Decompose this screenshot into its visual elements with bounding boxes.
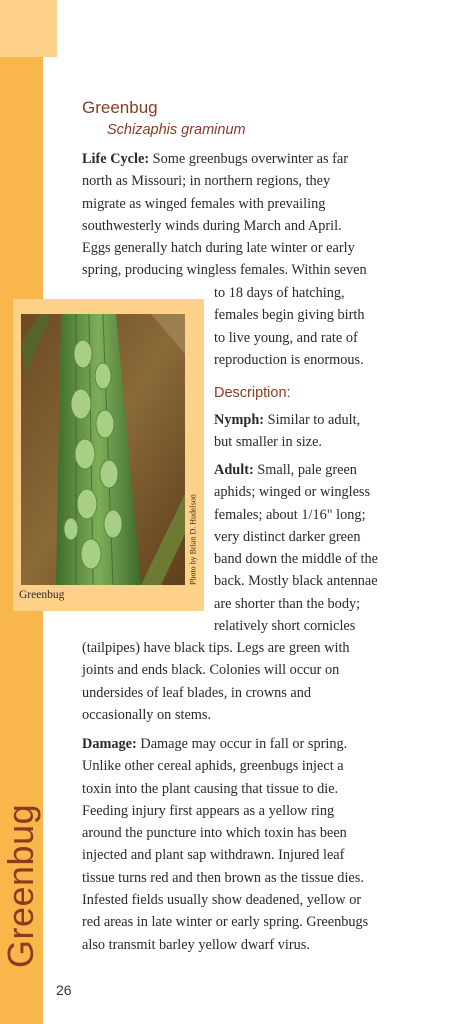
description-heading: Description: [214, 385, 291, 401]
adult-line-3: very distinct darker green [214, 528, 361, 545]
damage-line-0: Damage: Damage may occur in fall or spring. [82, 736, 348, 752]
adult-line-0: Adult: Small, pale green [214, 462, 357, 478]
greenbug-photo [21, 314, 185, 585]
damage-line-7: Infested fields usually show deadened, yellow or [82, 892, 362, 909]
adult-line-2: females; about 1/16" long; [214, 506, 366, 523]
life-cycle-line-2: migrate as winged females with prevailing [82, 195, 326, 212]
adult-line-11: occasionally on stems. [82, 706, 212, 723]
adult-paragraph-continued [82, 637, 400, 726]
damage-label: Damage: [82, 736, 137, 752]
adult-label: Adult: [214, 462, 254, 478]
page-title: Greenbug [82, 98, 158, 117]
life-cycle-line-0: Life Cycle: Some greenbugs overwinter as far [82, 151, 348, 167]
side-section-label: Greenbug [0, 803, 41, 969]
photo-credit: Photo by Brian D. Hudelson [188, 494, 198, 585]
damage-paragraph [82, 733, 400, 956]
adult-line-5: back. Mostly black antennae [214, 573, 378, 590]
life-cycle-paragraph [82, 148, 400, 282]
life-cycle-line-4: Eggs generally hatch during late winter or early [82, 240, 355, 257]
life-cycle-line-1: north as Missouri; in northern regions, they [82, 173, 331, 190]
adult-line-8: (tailpipes) have black tips. Legs are green with [82, 640, 350, 656]
nymph-label: Nymph: [214, 412, 265, 428]
life-cycle-continued [214, 282, 404, 371]
page-number: 26 [56, 982, 72, 998]
adult-line-9: joints and ends black. Colonies will occur on [82, 662, 340, 679]
life-cycle-line-8: to live young, and rate of [214, 329, 358, 346]
adult-line-6: are shorter than the body; [214, 595, 361, 612]
life-cycle-line-3: southwesterly winds during March and April. [82, 217, 342, 234]
adult-line-7: relatively short cornicles [214, 618, 356, 635]
nymph-paragraph [214, 409, 404, 454]
damage-line-6: tissue turns red and then brown as the tissue dies. [82, 869, 364, 886]
life-cycle-line-9: reproduction is enormous. [214, 351, 364, 368]
damage-line-9: also transmit barley yellow dwarf virus. [82, 936, 310, 953]
corner-tab [0, 0, 57, 57]
nymph-line-0: Nymph: Similar to adult, [214, 412, 361, 428]
damage-line-2: toxin into the plant causing that tissue to die. [82, 780, 339, 797]
life-cycle-line-5: spring, producing wingless females. Within seven [82, 262, 367, 279]
photo-caption: Greenbug [19, 589, 65, 601]
damage-line-1: Unlike other cereal aphids, greenbugs inject a [82, 758, 344, 775]
adult-paragraph [214, 459, 409, 637]
damage-line-5: injected and plant sap withdrawn. Injured leaf [82, 847, 345, 864]
nymph-line-1: but smaller in size. [214, 434, 322, 451]
damage-line-4: around the puncture into which toxin has been [82, 825, 347, 842]
scientific-name: Schizaphis graminum [107, 122, 246, 138]
life-cycle-label: Life Cycle: [82, 151, 150, 167]
adult-line-10: undersides of leaf blades, in crowns and [82, 684, 312, 701]
adult-line-1: aphids; winged or wingless [214, 484, 371, 501]
adult-line-4: band down the middle of the [214, 551, 378, 568]
life-cycle-line-6: to 18 days of hatching, [214, 285, 345, 301]
damage-line-8: red areas in late winter or early spring. Greenbugs [82, 914, 369, 931]
life-cycle-line-7: females begin giving birth [214, 307, 365, 324]
damage-line-3: Feeding injury first appears as a yellow ring [82, 802, 335, 819]
